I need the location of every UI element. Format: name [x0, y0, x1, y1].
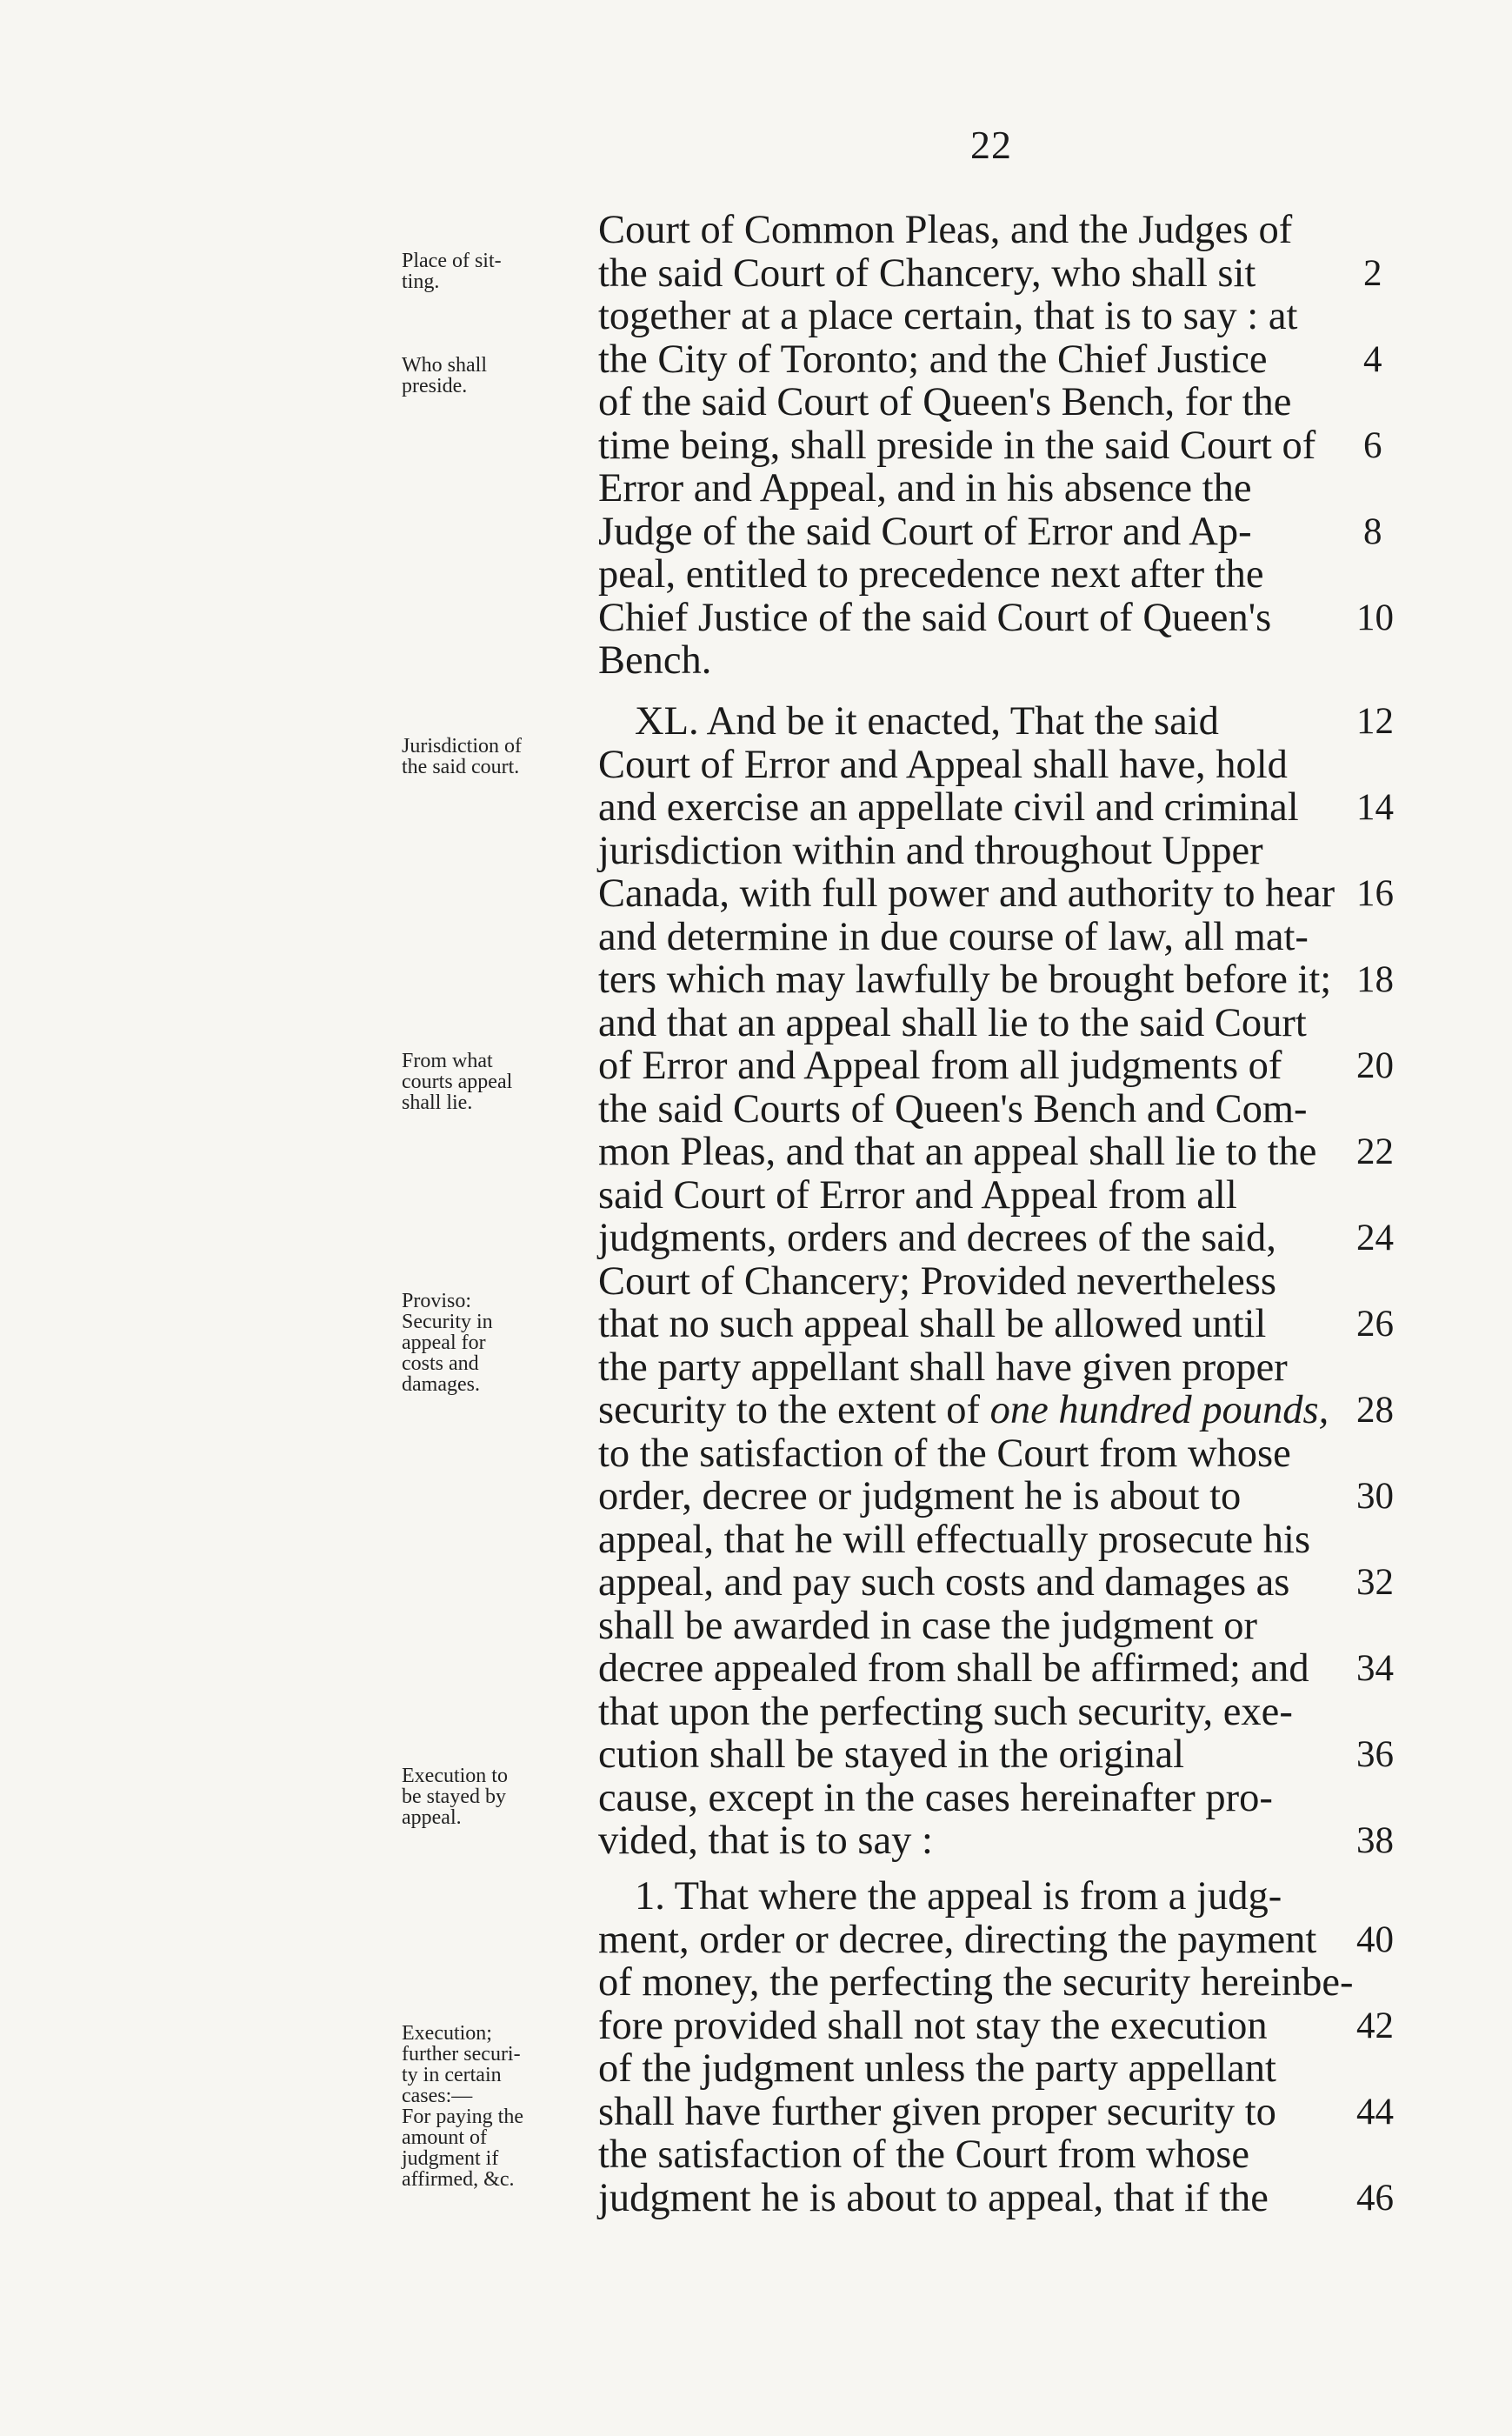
text-line: and that an appeal shall lie to the said Court [598, 1000, 1307, 1045]
text-line: time being, shall preside in the said Court of 6 [598, 423, 1382, 468]
text-line: and exercise an appellate civil and criminal 14 [598, 785, 1394, 830]
text-line: jurisdiction within and throughout Upper [598, 828, 1263, 873]
text-line: Judge of the said Court of Error and Ap- 8 [598, 509, 1382, 554]
text-line: Court of Chancery; Provided nevertheless [598, 1258, 1276, 1304]
text-line: that upon the perfecting such security, exe- [598, 1689, 1293, 1734]
text-line: the satisfaction of the Court from whose [598, 2132, 1249, 2177]
text-line: of money, the perfecting the security hereinbe- [598, 1960, 1354, 2005]
margin-note-proviso-security: Proviso: Security in appeal for costs and damages. [402, 1290, 493, 1396]
text-line: security to the extent of one hundred pounds, 28 [598, 1388, 1394, 1432]
text-line: Court of Common Pleas, and the Judges of [598, 208, 1293, 252]
text-line: the City of Toronto; and the Chief Justice 4 [598, 337, 1382, 382]
margin-note-jurisdiction: Jurisdiction of the said court. [402, 735, 522, 778]
text-line: of Error and Appeal from all judgments of 20 [598, 1044, 1394, 1088]
margin-note-who-shall-preside: Who shall preside. [402, 354, 487, 397]
text-line: appeal, that he will effectually prosecute his [598, 1517, 1311, 1562]
text-line: appeal, and pay such costs and damages as 32 [598, 1560, 1394, 1605]
text-line: shall have further given proper security to 44 [598, 2089, 1394, 2134]
text-line: to the satisfaction of the Court from whose [598, 1431, 1291, 1476]
statute-text [598, 209, 1398, 2219]
margin-note-execution-stayed: Execution to be stayed by appeal. [402, 1765, 508, 1829]
text-line: ters which may lawfully be brought before it; 18 [598, 958, 1394, 1002]
text-line: decree appealed from shall be affirmed; and 34 [598, 1646, 1394, 1691]
text-line: judgment he is about to appeal, that if the 46 [598, 2175, 1394, 2220]
text-line: judgments, orders and decrees of the said, 24 [598, 1216, 1394, 1260]
text-line: of the judgment unless the party appellant [598, 2046, 1276, 2091]
text-line: vided, that is to say : 38 [598, 1819, 1394, 1863]
text-line: Court of Error and Appeal shall have, hold [598, 742, 1288, 787]
margin-note-place-of-sitting: Place of sit- ting. [402, 250, 502, 293]
text-line: peal, entitled to precedence next after the [598, 552, 1264, 597]
text-line: the said Court of Chancery, who shall sit 2 [598, 250, 1382, 296]
text-line: cution shall be stayed in the original 36 [598, 1732, 1394, 1777]
section-xl-start: XL. And be it enacted, That the said 12 [635, 699, 1394, 744]
text-line: of the said Court of Queen's Bench, for the [598, 380, 1292, 424]
text-line: the said Courts of Queen's Bench and Com- [598, 1086, 1308, 1131]
text-line: that no such appeal shall be allowed until 26 [598, 1302, 1394, 1346]
text-line: mon Pleas, and that an appeal shall lie to the 22 [598, 1130, 1394, 1174]
text-line: Bench. [598, 638, 712, 683]
text-line: shall be awarded in case the judgment or [598, 1603, 1257, 1648]
text-line: and determine in due course of law, all mat- [598, 914, 1309, 959]
italic-amount: one hundred pounds, [989, 1388, 1329, 1432]
text-line: fore provided shall not stay the execution 42 [598, 2003, 1394, 2048]
text-line: Canada, with full power and authority to hear 16 [598, 871, 1394, 916]
page-number: 22 [970, 123, 1012, 167]
text-line: cause, except in the cases hereinafter pro- [598, 1775, 1273, 1820]
text-line: said Court of Error and Appeal from all [598, 1172, 1237, 1218]
text-line: the party appellant shall have given proper [598, 1345, 1288, 1390]
margin-note-from-what-courts: From what courts appeal shall lie. [402, 1050, 513, 1114]
text-line: ment, order or decree, directing the payment 40 [598, 1917, 1394, 1962]
subsection-1-start: 1. That where the appeal is from a judg- [635, 1874, 1282, 1919]
text-line: order, decree or judgment he is about to 30 [598, 1474, 1394, 1518]
margin-note-execution-further-security: Execution; further securi- ty in certain cases:— For paying the amount of judgment if affirmed, &c. [402, 2022, 523, 2191]
text-line: Chief Justice of the said Court of Queen's 10 [598, 595, 1394, 640]
text-line: Error and Appeal, and in his absence the [598, 466, 1252, 511]
text-line: together at a place certain, that is to say : at [598, 294, 1298, 338]
